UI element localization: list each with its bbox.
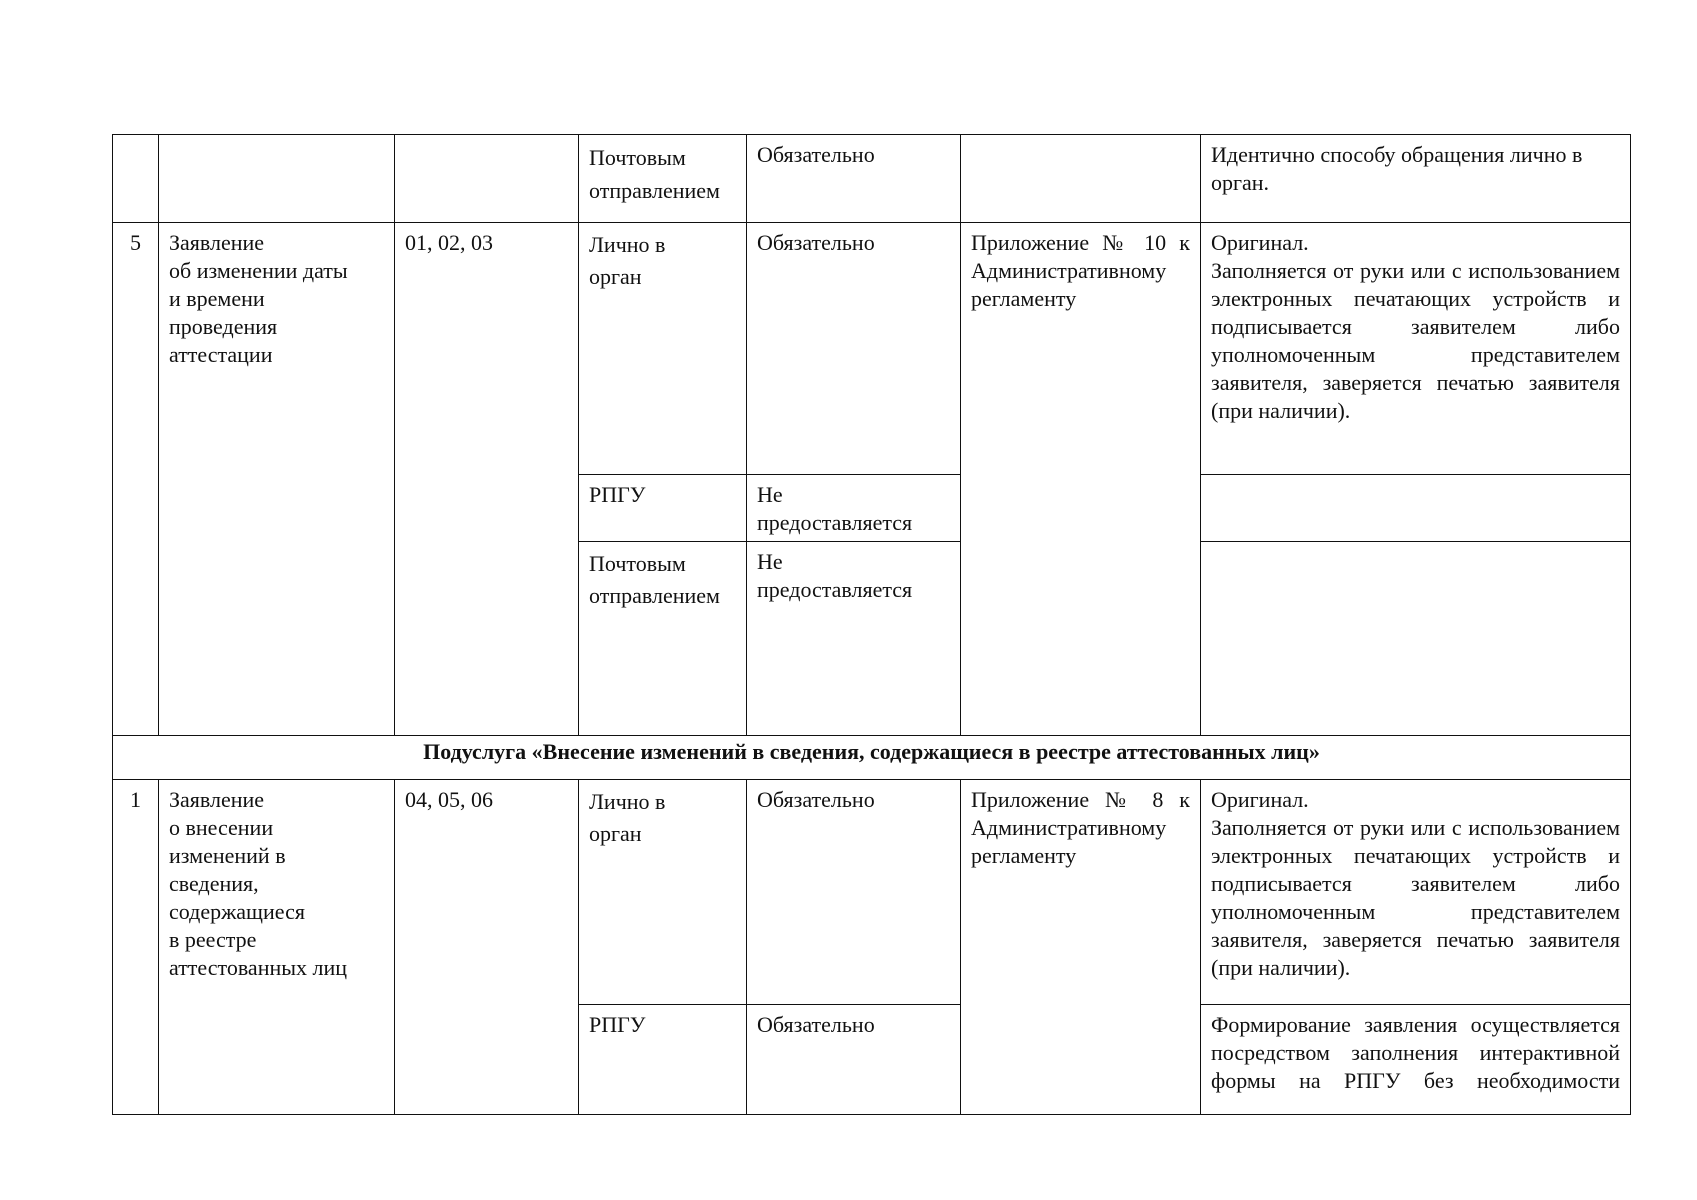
cell-note <box>1201 542 1631 736</box>
cell-number: 1 <box>113 780 159 1115</box>
cell-number <box>113 135 159 223</box>
table-row <box>113 135 1631 223</box>
cell-requirement: Не предоставляется <box>747 475 961 542</box>
table-row <box>113 780 1631 1005</box>
documents-table <box>112 134 1631 1115</box>
note-title: Оригинал. <box>1211 230 1309 255</box>
cell-note: Формирование заявления осуществляется посредством заполнения интерактивной формы на РПГУ без необходимости <box>1201 1005 1631 1115</box>
cell-requirement: Обязательно <box>747 1005 961 1115</box>
note-title: Оригинал. <box>1211 787 1309 812</box>
section-row <box>113 736 1631 780</box>
cell-note: Идентично способу обращения лично в орган. <box>1201 135 1631 223</box>
cell-method: РПГУ <box>579 475 747 542</box>
note-text: Заполняется от руки или с использованием электронных печатающих устройств и подписывается заявителем либо уполномоченным представителем заявителя, заверяется печатью заявителя (при наличии). <box>1211 815 1620 980</box>
cell-number: 5 <box>113 223 159 736</box>
cell-requirement: Не предоставляется <box>747 542 961 736</box>
cell-note <box>1201 780 1631 1005</box>
cell-categories: 01, 02, 03 <box>395 223 579 736</box>
cell-requirement: Обязательно <box>747 223 961 475</box>
cell-document: Заявление об изменении даты и времени проведения аттестации <box>159 223 395 736</box>
cell-categories <box>395 135 579 223</box>
cell-form <box>961 135 1201 223</box>
cell-method: Почтовым отправлением <box>579 542 747 736</box>
cell-document: Заявление о внесении изменений в сведения, содержащиеся в реестре аттестованных лиц <box>159 780 395 1115</box>
note-text: Заполняется от руки или с использованием электронных печатающих устройств и подписывается заявителем либо уполномоченным представителем заявителя, заверяется печатью заявителя (при наличии). <box>1211 258 1620 423</box>
cell-method: Лично в орган <box>579 780 747 1005</box>
cell-method: РПГУ <box>579 1005 747 1115</box>
cell-form: Приложение № 8 к Административному регламенту <box>961 780 1201 1115</box>
table-row <box>113 223 1631 475</box>
cell-categories: 04, 05, 06 <box>395 780 579 1115</box>
cell-note <box>1201 223 1631 475</box>
cell-document <box>159 135 395 223</box>
cell-form: Приложение № 10 к Административному регламенту <box>961 223 1201 736</box>
cell-method: Почтовым отправлением <box>579 135 747 223</box>
cell-requirement: Обязательно <box>747 780 961 1005</box>
section-title: Подуслуга «Внесение изменений в сведения, содержащиеся в реестре аттестованных лиц» <box>113 736 1631 780</box>
cell-requirement: Обязательно <box>747 135 961 223</box>
cell-method: Лично в орган <box>579 223 747 475</box>
cell-note <box>1201 475 1631 542</box>
